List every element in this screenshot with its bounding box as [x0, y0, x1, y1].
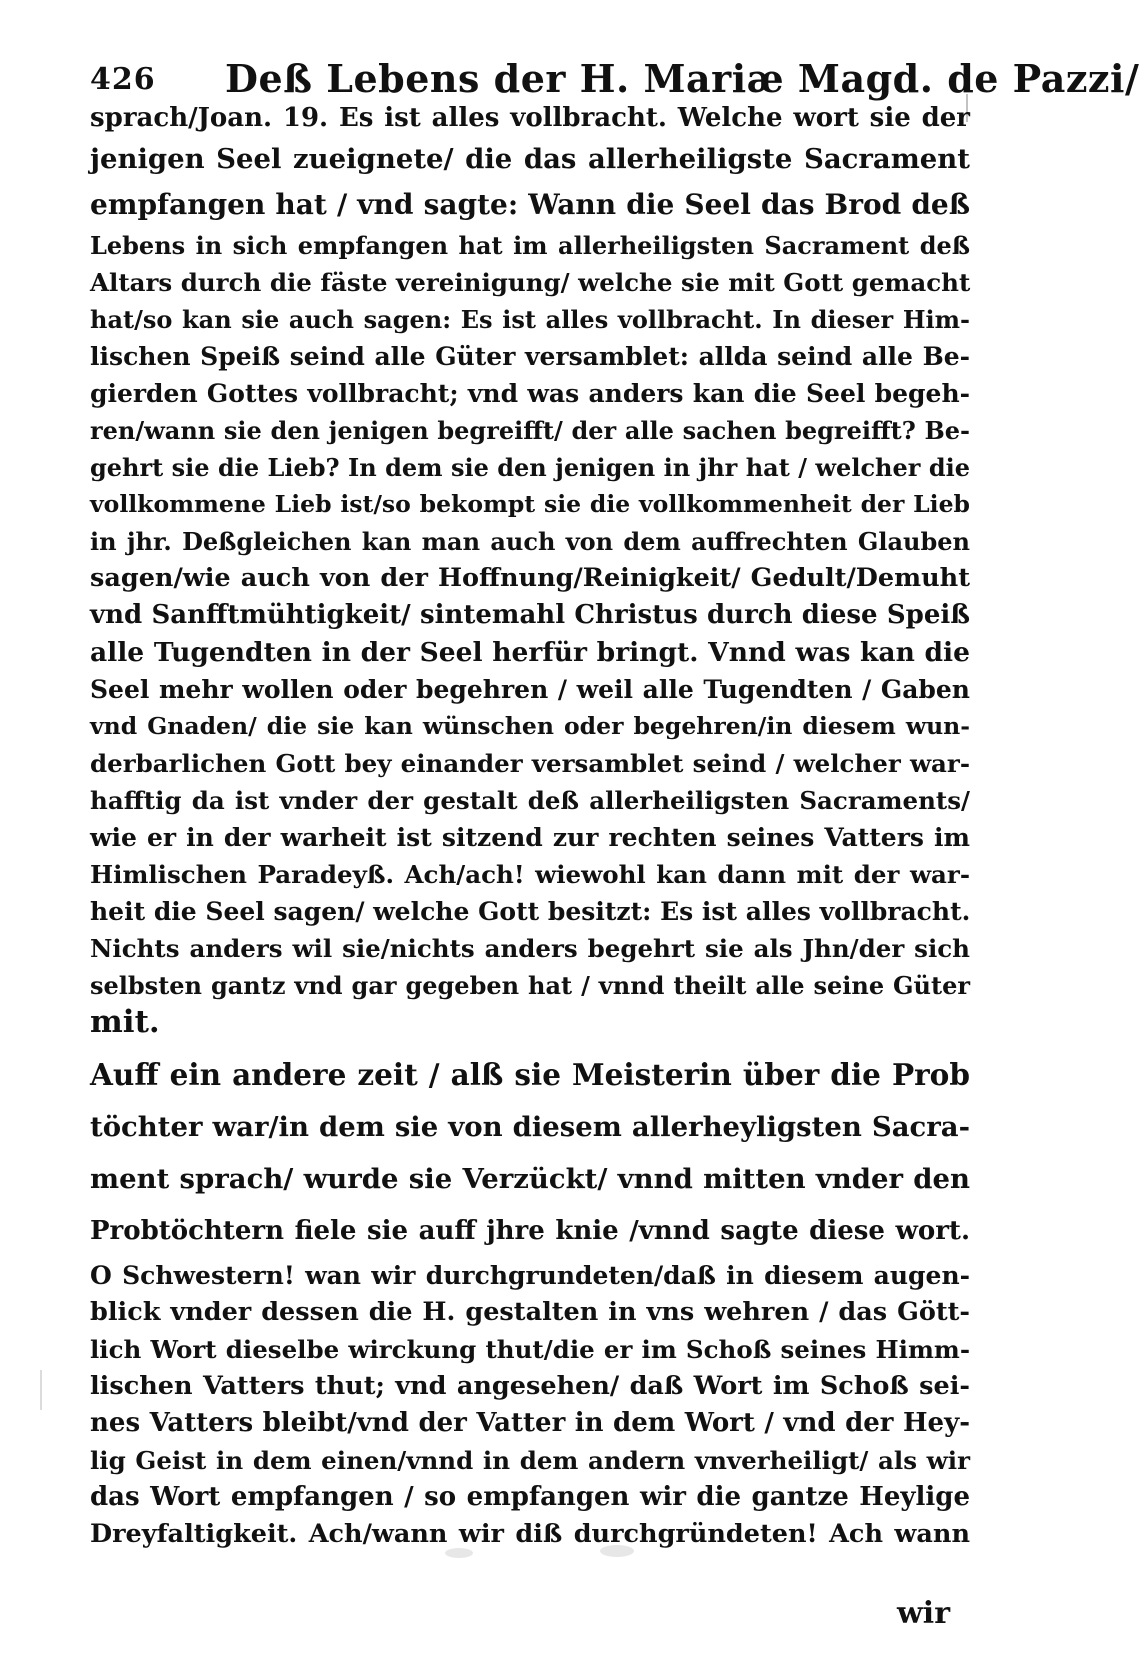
paragraph-2: [90, 1049, 970, 1257]
text-line: vnd Sanfftmühtigkeit/ sintemahl Christus durch diese Speiß: [90, 600, 970, 630]
body-text: [90, 100, 970, 1553]
page-number: 426: [90, 62, 156, 97]
text-line: heit die Seel sagen/ welche Gott besitzt: Es ist alles vollbracht.: [90, 897, 971, 926]
text-line: ment sprach/ wurde sie Verzückt/ vnnd mitten vnder den: [90, 1163, 970, 1195]
text-line: derbarlichen Gott bey einander versamblet seind / welcher war-: [90, 749, 970, 778]
text-line: vollkommene Lieb ist/so bekompt sie die vollkommenheit der Lieb: [90, 490, 970, 518]
page-header: [90, 56, 1139, 102]
text-line: selbsten gantz vnd gar gegeben hat / vnnd theilt alle seine Güter: [90, 971, 970, 1000]
text-line: sprach/Joan. 19. Es ist alles vollbracht. Welche wort sie der: [90, 103, 970, 133]
text-line: nes Vatters bleibt/vnd der Vatter in dem Wort / vnd der Hey-: [90, 1408, 970, 1438]
margin-mark: [40, 1370, 42, 1410]
text-line: töchter war/in dem sie von diesem allerheyligsten Sacra-: [90, 1111, 970, 1143]
text-line: gierden Gottes vollbracht; vnd was anders kan die Seel begeh-: [90, 379, 970, 408]
text-line: in jhr. Deßgleichen kan man auch von dem auffrechten Glauben: [90, 527, 970, 556]
text-line: Himlischen Paradeyß. Ach/ach! wiewohl kan dann mit der war-: [90, 860, 970, 889]
text-line: Dreyfaltigkeit. Ach/wann wir diß durchgründeten! Ach wann: [90, 1519, 970, 1549]
text-line: O Schwestern! wan wir durchgrundeten/daß in diesem augen-: [90, 1261, 970, 1290]
text-line: mit.: [90, 1004, 160, 1040]
text-line: ren/wann sie den jenigen begreifft/ der alle sachen begreifft? Be-: [90, 416, 970, 445]
paragraph-3: [90, 1257, 970, 1553]
text-line: gehrt sie die Lieb? In dem sie den jenigen in jhr hat / welcher die: [90, 453, 970, 482]
text-line: lich Wort dieselbe wirckung thut/die er im Schoß seines Himm-: [90, 1335, 970, 1364]
text-line: vnd Gnaden/ die sie kan wünschen oder begehren/in diesem wun-: [90, 712, 970, 740]
text-line: Auff ein andere zeit / alß sie Meisterin über die Prob: [90, 1057, 970, 1092]
text-line: lischen Speiß seind alle Güter versamblet: allda seind alle Be-: [90, 342, 970, 371]
catchword: wir: [896, 1596, 950, 1631]
text-line: empfangen hat / vnd sagte: Wann die Seel das Brod deß: [90, 188, 970, 221]
text-line: hat/so kan sie auch sagen: Es ist alles vollbracht. In dieser Him-: [90, 305, 970, 334]
text-line: Probtöchtern fiele sie auff jhre knie /vnnd sagte diese wort.: [90, 1216, 970, 1246]
text-line: sagen/wie auch von der Hoffnung/Reinigkeit/ Gedult/Demuht: [90, 563, 970, 593]
text-line: hafftig da ist vnder der gestalt deß allerheiligsten Sacraments/: [90, 786, 970, 815]
text-line: alle Tugendten in der Seel herfür bringt. Vnnd was kan die: [90, 637, 970, 668]
text-line: jenigen Seel zueignete/ die das allerheiligste Sacrament: [90, 143, 970, 175]
text-line: Lebens in sich empfangen hat im allerheiligsten Sacrament deß: [90, 231, 970, 260]
text-line: lischen Vatters thut; vnd angesehen/ daß Wort im Schoß sei-: [90, 1371, 970, 1401]
running-head: Deß Lebens der H. Mariæ Magd. de Pazzi/: [225, 56, 1139, 101]
text-line: lig Geist in dem einen/vnnd in dem andern vnverheiligt/ als wir: [90, 1446, 970, 1475]
text-line: blick vnder dessen die H. gestalten in vns wehren / das Gött-: [90, 1297, 970, 1327]
text-line: das Wort empfangen / so empfangen wir die gantze Heylige: [90, 1482, 970, 1512]
text-line: Seel mehr wollen oder begehren / weil alle Tugendten / Gaben: [90, 675, 970, 704]
text-line: wie er in der warheit ist sitzend zur rechten seines Vatters im: [90, 823, 970, 852]
paragraph-1: [90, 100, 970, 1041]
text-line: Altars durch die fäste vereinigung/ welche sie mit Gott gemacht: [90, 268, 971, 297]
text-line: Nichts anders wil sie/nichts anders begehrt sie als Jhn/der sich: [90, 934, 970, 963]
